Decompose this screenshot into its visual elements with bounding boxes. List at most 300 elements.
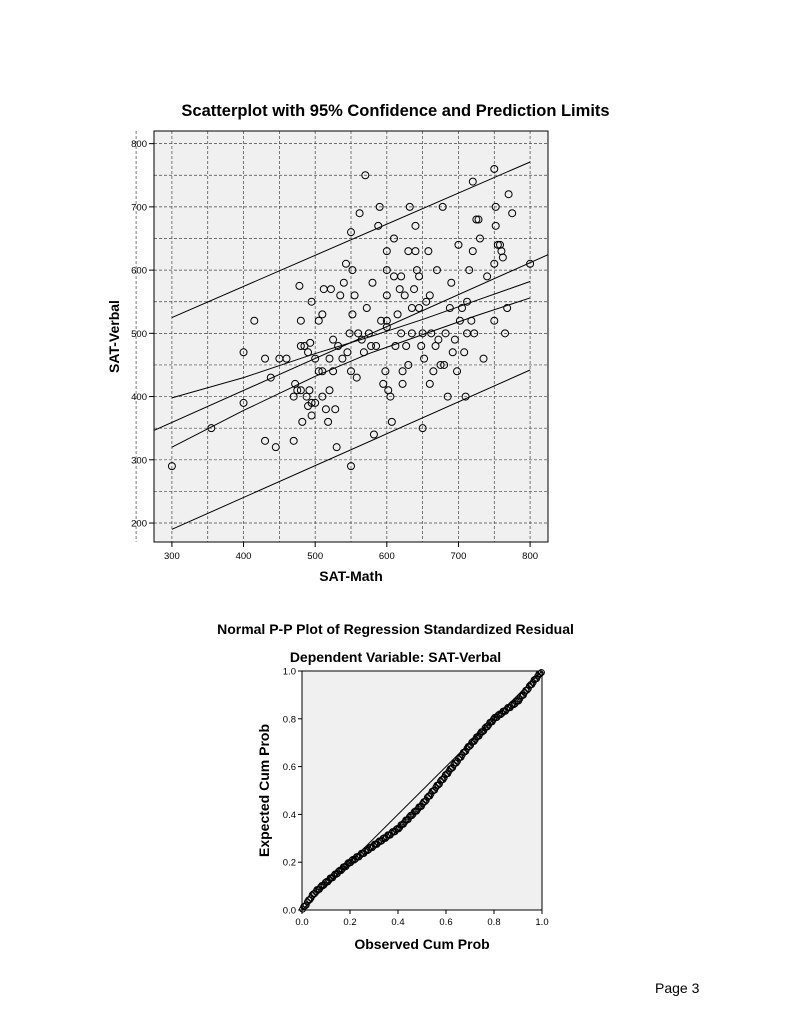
data-point [348, 463, 355, 470]
pp-point [398, 822, 404, 828]
data-point [439, 203, 446, 210]
data-point [444, 393, 451, 400]
prediction-lower [172, 370, 530, 529]
data-point [418, 342, 425, 349]
data-point [502, 330, 509, 337]
pp-point [393, 826, 399, 832]
scatterplot-title: Scatterplot with 95% Confidence and Prediction Limits [181, 102, 610, 120]
pp-point [406, 814, 412, 820]
pp-point [452, 760, 458, 766]
pp-point [415, 806, 421, 812]
data-point [326, 387, 333, 394]
data-point [368, 342, 375, 349]
pp-point [460, 749, 466, 755]
pp-point [319, 882, 325, 888]
pp-point [444, 771, 450, 777]
data-point [348, 229, 355, 236]
pp-point [405, 816, 411, 822]
y-tick-label: 700 [131, 202, 147, 214]
pp-point [458, 754, 464, 760]
pp-point [345, 860, 351, 866]
pp-point [376, 838, 382, 844]
pp-point [385, 832, 391, 838]
pp-point [520, 692, 526, 698]
x-tick-label: 800 [522, 551, 539, 562]
x-tick-label: 0.2 [343, 917, 357, 928]
data-point [484, 273, 491, 280]
data-point [358, 336, 365, 343]
data-point [319, 393, 326, 400]
plot-frame [302, 671, 542, 910]
pp-point [502, 708, 508, 714]
data-point [492, 203, 499, 210]
pp-point [432, 787, 438, 793]
pp-point [351, 857, 357, 863]
pp-point [495, 712, 501, 718]
data-point [240, 399, 247, 406]
x-tick-label: 600 [378, 551, 395, 562]
data-point [365, 330, 372, 337]
pp-point [308, 895, 314, 901]
pp-point [448, 766, 454, 772]
data-point [342, 260, 349, 267]
pp-point [528, 682, 534, 688]
data-point [454, 368, 461, 375]
data-point [308, 412, 315, 419]
pp-point [352, 856, 358, 862]
pp-point [537, 671, 543, 677]
data-point [308, 399, 315, 406]
data-point [272, 444, 279, 451]
pp-point [516, 698, 522, 704]
pp-point [488, 719, 494, 725]
pp-point [399, 821, 405, 827]
data-point [348, 368, 355, 375]
data-point [504, 305, 511, 312]
data-point [449, 349, 456, 356]
data-point [509, 210, 516, 217]
pp-point [439, 777, 445, 783]
pp-point [336, 868, 342, 874]
data-point [208, 425, 215, 432]
pp-point [339, 866, 345, 872]
pp-point [325, 879, 331, 885]
pp-plot-title: Normal P-P Plot of Regression Standardized Residual [217, 621, 574, 637]
data-point [419, 330, 426, 337]
pp-point [423, 797, 429, 803]
y-axis-label: SAT-Verbal [106, 300, 122, 373]
pp-point [366, 847, 372, 853]
pp-point [436, 781, 442, 787]
pp-point [357, 852, 363, 858]
pp-point [307, 897, 313, 903]
pp-point [463, 748, 469, 754]
pp-point [340, 864, 346, 870]
data-point [383, 292, 390, 299]
pp-point [538, 670, 544, 676]
data-point [408, 305, 415, 312]
pp-point [391, 829, 397, 835]
data-point [468, 317, 475, 324]
data-point [380, 380, 387, 387]
pp-point [301, 904, 307, 910]
data-point [494, 241, 501, 248]
pp-point [404, 817, 410, 823]
pp-point [314, 887, 320, 893]
data-point [306, 387, 313, 394]
pp-point [337, 867, 343, 873]
data-point [499, 254, 506, 261]
pp-point [519, 693, 525, 699]
data-point [388, 418, 395, 425]
x-axis-label: SAT-Math [319, 568, 383, 584]
data-point [294, 387, 301, 394]
data-point [411, 286, 418, 293]
pp-point [318, 884, 324, 890]
pp-point [334, 871, 340, 877]
pp-point [322, 879, 328, 885]
x-tick-label: 0.0 [295, 917, 309, 928]
pp-point [379, 838, 385, 844]
data-point [362, 172, 369, 179]
data-point [330, 336, 337, 343]
pp-point [476, 733, 482, 739]
pp-point [331, 873, 337, 879]
pp-point [321, 882, 327, 888]
data-point [383, 324, 390, 331]
pp-point [475, 734, 481, 740]
data-point [398, 273, 405, 280]
data-point [408, 330, 415, 337]
pp-point [459, 752, 465, 758]
data-point [346, 330, 353, 337]
pp-point [384, 834, 390, 840]
data-point [344, 349, 351, 356]
x-tick-label: 0.8 [487, 917, 501, 928]
pp-point [362, 848, 368, 854]
pp-point [372, 841, 378, 847]
pp-point [493, 715, 499, 721]
data-point [351, 292, 358, 299]
data-point [398, 330, 405, 337]
pp-point [465, 744, 471, 750]
pp-point [524, 687, 530, 693]
data-point [455, 241, 462, 248]
data-point [491, 165, 498, 172]
data-point [283, 355, 290, 362]
data-point [373, 342, 380, 349]
data-point [491, 260, 498, 267]
pp-point [501, 708, 507, 714]
data-point [492, 222, 499, 229]
data-point [349, 267, 356, 274]
data-point [356, 210, 363, 217]
data-point [297, 387, 304, 394]
pp-point [526, 683, 532, 689]
pp-point [483, 724, 489, 730]
data-point [267, 374, 274, 381]
data-point [406, 203, 413, 210]
data-point [459, 305, 466, 312]
pp-point [498, 712, 504, 718]
data-point [251, 317, 258, 324]
pp-point [490, 716, 496, 722]
pp-point [499, 710, 505, 716]
pp-point [494, 714, 500, 720]
y-tick-label: 500 [131, 328, 147, 340]
pp-point [304, 899, 310, 905]
data-point [382, 368, 389, 375]
pp-point [421, 799, 427, 805]
pp-point [480, 729, 486, 735]
data-point [442, 330, 449, 337]
pp-point [416, 804, 422, 810]
data-point [425, 248, 432, 255]
data-point [332, 406, 339, 413]
pp-point [330, 875, 336, 881]
grid-lines [136, 131, 548, 542]
data-point [390, 273, 397, 280]
pp-point [470, 738, 476, 744]
pp-point [370, 843, 376, 849]
pp-point [469, 739, 475, 745]
pp-point [529, 682, 535, 688]
y-tick-label: 0.4 [282, 809, 296, 821]
data-point [403, 342, 410, 349]
data-point [491, 317, 498, 324]
pp-point [326, 877, 332, 883]
pp-point [440, 776, 446, 782]
pp-point [532, 676, 538, 682]
data-point [421, 355, 428, 362]
y-tick-label: 600 [131, 265, 147, 277]
pp-point [478, 729, 484, 735]
pp-point [344, 862, 350, 868]
x-tick-label: 0.6 [439, 917, 453, 928]
data-point [276, 355, 283, 362]
pp-point [387, 832, 393, 838]
data-point [401, 292, 408, 299]
data-point [412, 248, 419, 255]
data-point [168, 463, 175, 470]
pp-point [422, 799, 428, 805]
data-point [480, 355, 487, 362]
pp-point [412, 808, 418, 814]
pp-point [531, 677, 537, 683]
data-point [446, 305, 453, 312]
pp-point [381, 835, 387, 841]
data-point [432, 342, 439, 349]
data-point [527, 260, 534, 267]
data-point [394, 311, 401, 318]
data-point [475, 216, 482, 223]
pp-point [375, 839, 381, 845]
pp-point [427, 793, 433, 799]
pp-point [534, 676, 540, 682]
pp-point [356, 854, 362, 860]
pp-point [468, 742, 474, 748]
pp-point [522, 689, 528, 695]
confidence-upper [172, 281, 530, 397]
pp-point [511, 702, 517, 708]
pp-point [445, 771, 451, 777]
pp-point [320, 883, 326, 889]
pp-point [426, 793, 432, 799]
pp-point [500, 708, 506, 714]
data-point [240, 349, 247, 356]
pp-point [374, 841, 380, 847]
pp-point [482, 725, 488, 731]
pp-point [517, 696, 523, 702]
pp-point [402, 819, 408, 825]
pp-point [510, 701, 516, 707]
data-points [168, 165, 533, 469]
pp-point [348, 860, 354, 866]
data-point [305, 403, 312, 410]
data-point [262, 437, 269, 444]
x-tick-label: 0.4 [391, 917, 405, 928]
data-point [464, 298, 471, 305]
data-point [392, 342, 399, 349]
pp-point [435, 782, 441, 788]
data-point [307, 339, 314, 346]
pp-point [342, 864, 348, 870]
data-point [333, 444, 340, 451]
pp-point [313, 889, 319, 895]
data-point [292, 380, 299, 387]
pp-point [355, 853, 361, 859]
data-point [413, 267, 420, 274]
pp-point [514, 698, 520, 704]
data-point [376, 203, 383, 210]
pp-point [456, 755, 462, 761]
pp-point [367, 845, 373, 851]
pp-point [363, 847, 369, 853]
data-point [305, 349, 312, 356]
pp-point [354, 854, 360, 860]
pp-point [300, 906, 306, 912]
pp-point [306, 897, 312, 903]
pp-point [361, 850, 367, 856]
pp-point [484, 724, 490, 730]
pp-point [378, 838, 384, 844]
pp-point [309, 892, 315, 898]
pp-point [472, 736, 478, 742]
x-tick-label: 700 [450, 551, 467, 562]
y-tick-label: 400 [131, 392, 147, 404]
data-point [315, 317, 322, 324]
data-point [262, 355, 269, 362]
data-point [349, 311, 356, 318]
data-point [383, 317, 390, 324]
data-point [441, 361, 448, 368]
reference-line [302, 671, 542, 910]
pp-point [417, 804, 423, 810]
pp-point [408, 812, 414, 818]
pp-point [506, 705, 512, 711]
fit-line [154, 255, 548, 431]
data-point [416, 305, 423, 312]
pp-point [429, 788, 435, 794]
data-point [375, 222, 382, 229]
data-point [433, 267, 440, 274]
pp-point [457, 754, 463, 760]
pp-point [386, 832, 392, 838]
pp-point [302, 903, 308, 909]
pp-point [315, 887, 321, 893]
pp-point [434, 782, 440, 788]
data-point [466, 267, 473, 274]
pp-point [464, 745, 470, 751]
pp-point [450, 765, 456, 771]
pp-point [411, 809, 417, 815]
pp-point [512, 701, 518, 707]
pp-point [428, 791, 434, 797]
data-point [383, 248, 390, 255]
pp-point [474, 734, 480, 740]
data-point [290, 393, 297, 400]
data-point [290, 437, 297, 444]
pp-point [369, 845, 375, 851]
pp-point [388, 830, 394, 836]
x-tick-label: 500 [307, 551, 324, 562]
pp-point [530, 680, 536, 686]
plot-frame [154, 131, 548, 542]
data-point [320, 286, 327, 293]
data-point [426, 292, 433, 299]
data-point [390, 235, 397, 242]
data-point [405, 361, 412, 368]
pp-point [333, 871, 339, 877]
data-point [469, 248, 476, 255]
pp-point [358, 850, 364, 856]
data-point [387, 393, 394, 400]
pp-point [513, 698, 519, 704]
pp-point [454, 758, 460, 764]
data-point [405, 248, 412, 255]
data-point [399, 380, 406, 387]
pp-point [424, 794, 430, 800]
pp-point [360, 851, 366, 857]
pp-point [453, 760, 459, 766]
data-point [297, 342, 304, 349]
prediction-upper [172, 162, 530, 318]
data-point [469, 178, 476, 185]
data-point [419, 425, 426, 432]
pp-point [481, 728, 487, 734]
data-point [448, 279, 455, 286]
pp-point [523, 687, 529, 693]
y-tick-label: 0.8 [282, 714, 296, 726]
data-point [303, 393, 310, 400]
pp-point [525, 686, 531, 692]
x-tick-label: 1.0 [535, 917, 549, 928]
data-point [312, 399, 319, 406]
fit-lines [154, 162, 548, 529]
x-tick-label: 300 [163, 551, 180, 562]
pp-point [487, 719, 493, 725]
data-point [385, 387, 392, 394]
pp-point [466, 743, 472, 749]
pp-point [430, 788, 436, 794]
pp-point [496, 711, 502, 717]
pp-point [446, 768, 452, 774]
pp-point [507, 705, 513, 711]
pp-point [397, 824, 403, 830]
y-tick-label: 200 [131, 518, 147, 530]
pp-point [536, 671, 542, 677]
y-tick-label: 0.6 [282, 762, 296, 774]
